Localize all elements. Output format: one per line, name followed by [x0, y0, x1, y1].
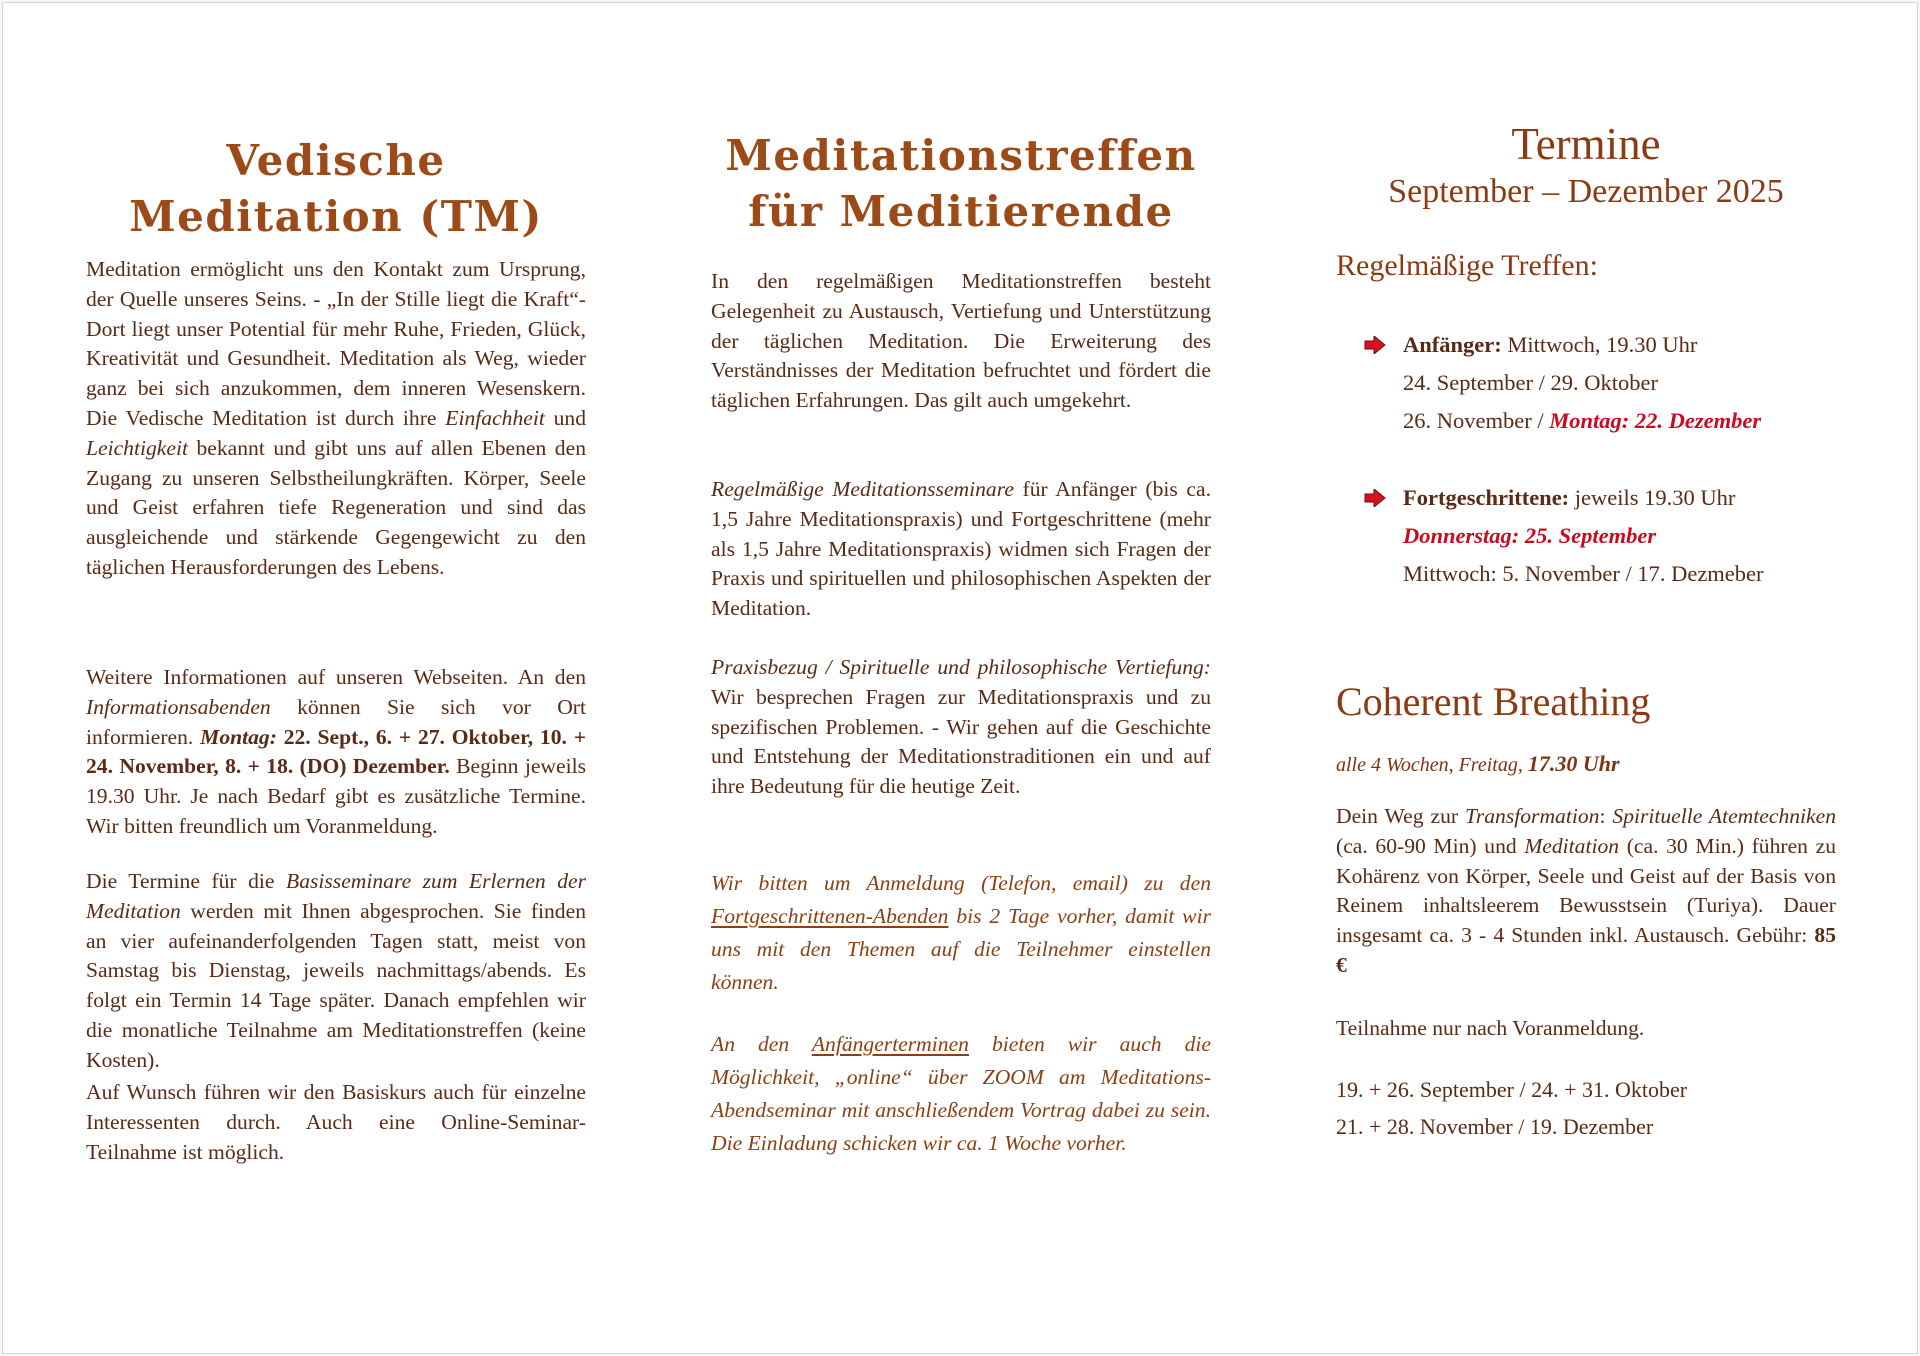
title-line: für Meditierende [748, 187, 1174, 236]
advanced-label: Fortgeschrittene: [1403, 485, 1570, 510]
regular-seminars-paragraph [711, 475, 1211, 624]
text: bekannt und gibt uns auf allen Ebenen den Zugang zu unseren Selbstheilungkräften. Körper, Seele und Geist erfahren tiefe Regeneration und sind das ausgleichende und stärkende Gegengewicht zu den täglichen Herausforderungen des Lebens. [86, 435, 586, 579]
text: Meditation ermöglicht uns den Kontakt zum Ursprung, der Quelle unseres Seins. - „In der Stille liegt die Kraft“- Dort liegt unser Potential für mehr Ruhe, Frieden, Glück, Kreativität und Gesundheit. Meditation als Weg, wieder ganz bei sich anzukommen, dem inneren Wesenskern. Die Vedische Meditation ist durch ihre [86, 257, 586, 430]
text: Beginn jeweils 19.30 Uhr. Je nach Bedarf gibt es zusätzliche Termine. Wir bitten freundlich um Voranmeldung. [86, 754, 587, 838]
text: können Sie sich vor Ort informieren. [86, 694, 586, 749]
coherent-breathing-schedule [1336, 751, 1620, 777]
text: Leichtigkeit [86, 435, 188, 460]
text: werden mit Ihnen abgesprochen. Sie finden an vier aufeinanderfolgenden Tagen statt, meist von Samstag bis Dienstag, jeweils nachmittags/abends. Es folgt ein Termin 14 Tage später. Danach empfehlen wir die monatliche Teilnahme am Meditationstreffen (keine Kosten). [86, 898, 586, 1072]
highlight-date: Montag: 22. Dezember [1549, 408, 1762, 433]
cb-dates-line: 21. + 28. November / 19. Dezember [1336, 1114, 1654, 1139]
title-line: Vedische [226, 136, 446, 185]
beginner-dates-link[interactable]: Anfängerterminen [811, 1032, 969, 1056]
text: bis 2 Tage vorher, damit wir uns mit den Themen auf die Teilnehmer einstellen können. [711, 904, 1211, 994]
text: Regelmäßige Meditationsseminare [711, 477, 1014, 501]
practice-paragraph [711, 653, 1211, 802]
coherent-breathing-paragraph [1336, 802, 1836, 981]
advanced-line [1403, 479, 1883, 517]
text: Meditation [1524, 833, 1620, 858]
text: An den [711, 1032, 812, 1056]
text: 26. November / [1403, 408, 1550, 433]
beginners-line [1403, 326, 1883, 364]
meetings-intro-paragraph: In den regelmäßigen Meditationstreffen besteht Gelegenheit zu Austausch, Vertiefung und Unterstützung der täglichen Meditation. Die Erweiterung des Verständnisses der Meditation befruchtet und fördert die täglichen Erfahrungen. Das gilt auch umgekehrt. [711, 269, 1211, 413]
text: Transformation [1465, 804, 1600, 828]
regular-meetings-heading: Regelmäßige Treffen: [1336, 249, 1598, 282]
individual-course-paragraph: Auf Wunsch führen wir den Basiskurs auch für einzelne Interessenten durch. Auch eine Online-Seminar-Teilnahme ist möglich. [86, 1080, 586, 1164]
intro-paragraph [86, 255, 586, 583]
text: alle 4 Wochen, Freitag, [1336, 754, 1528, 776]
dates-subheading: September – Dezember 2025 [1388, 173, 1784, 210]
text: Einfachheit [445, 405, 545, 430]
title-line: Meditation (TM) [129, 192, 543, 241]
text: (ca. 30 Min.) führen zu Kohärenz von Körper, Seele und Geist auf der Basis von Reinem inhaltsleerem Bewusstsein (Turiya). Dauer insgesamt ca. 3 - 4 Stunden inkl. Austausch. Gebühr: [1336, 833, 1836, 948]
text: Praxisbezug / Spirituelle und philosophische Vertiefung: [711, 655, 1211, 679]
text: und [544, 405, 586, 430]
registration-paragraph [711, 867, 1211, 999]
meditation-meetings-title [711, 128, 1211, 240]
online-paragraph [711, 1028, 1211, 1160]
advanced-evenings-link[interactable]: Fortgeschrittenen-Abenden [711, 904, 949, 928]
text: Wir besprechen Fragen zur Meditationspraxis und zu spezifischen Problemen. - Wir gehen auf die Geschichte und Entstehung der Meditationstraditionen ein und auf ihre Bedeutung für die heutige Zeit. [711, 684, 1211, 799]
text: : [1599, 804, 1613, 828]
text: Dein Weg zur [1336, 804, 1466, 828]
info-evenings-paragraph [86, 663, 586, 842]
advanced-time: jeweils 19.30 Uhr [1569, 485, 1736, 510]
text: Wir bitten um Anmeldung (Telefon, email) zu den [711, 871, 1211, 895]
dates-heading: Termine [1511, 119, 1661, 169]
cb-dates-line: 19. + 26. September / 24. + 31. Oktober [1336, 1077, 1688, 1102]
text: Montag: [200, 724, 277, 749]
fee: 85 € [1336, 923, 1836, 977]
text: bieten wir auch die Möglichkeit, „online“ über ZOOM am Meditations-Abendseminar mit anschließendem Vortrag dabei zu sein. Die Einladung schicken wir ca. 1 Woche vorher. [711, 1032, 1211, 1155]
highlight-date: Donnerstag: 25. September [1403, 523, 1657, 548]
text: Die Termine für die [86, 869, 286, 893]
text: Weitere Informationen auf unseren Webseiten. An den [86, 665, 586, 689]
vedic-meditation-title [86, 133, 586, 245]
text: für Anfänger (bis ca. 1,5 Jahre Meditationspraxis) und Fortgeschrittene (mehr als 1,5 Jahre Meditationspraxis) widmen sich Fragen der Praxis und spirituellen und philosophischen Aspekten der Meditation. [711, 477, 1211, 621]
arrow-right-icon [1364, 489, 1386, 507]
basic-seminar-paragraph [86, 867, 586, 1076]
cb-time: 17.30 Uhr [1527, 751, 1620, 776]
text: Spirituelle Atemtechniken [1612, 804, 1836, 828]
text: Informationsabenden [86, 694, 271, 719]
text: (ca. 60-90 Min) und [1336, 833, 1525, 858]
beginners-time: Mittwoch, 19.30 Uhr [1501, 332, 1698, 357]
beginners-dates: 24. September / 29. Oktober [1403, 370, 1658, 395]
beginners-label: Anfänger: [1403, 332, 1502, 357]
arrow-right-icon [1364, 336, 1386, 354]
coherent-breathing-title: Coherent Breathing [1336, 679, 1651, 724]
text: Basisseminare zum Erlernen der Meditation [86, 869, 586, 923]
advanced-dates: Mittwoch: 5. November / 17. Dezmeber [1403, 561, 1764, 586]
info-evening-dates: 22. Sept., 6. + 27. Oktober, 10. + 24. November, 8. + 18. (DO) Dezember. [86, 724, 586, 779]
coherent-breathing-dates [1336, 1071, 1836, 1145]
document-page [2, 2, 1918, 1354]
beginners-dates [1403, 402, 1883, 440]
registration-note: Teilnahme nur nach Voranmeldung. [1336, 1016, 1645, 1040]
title-line: Meditationstreffen [725, 131, 1197, 180]
